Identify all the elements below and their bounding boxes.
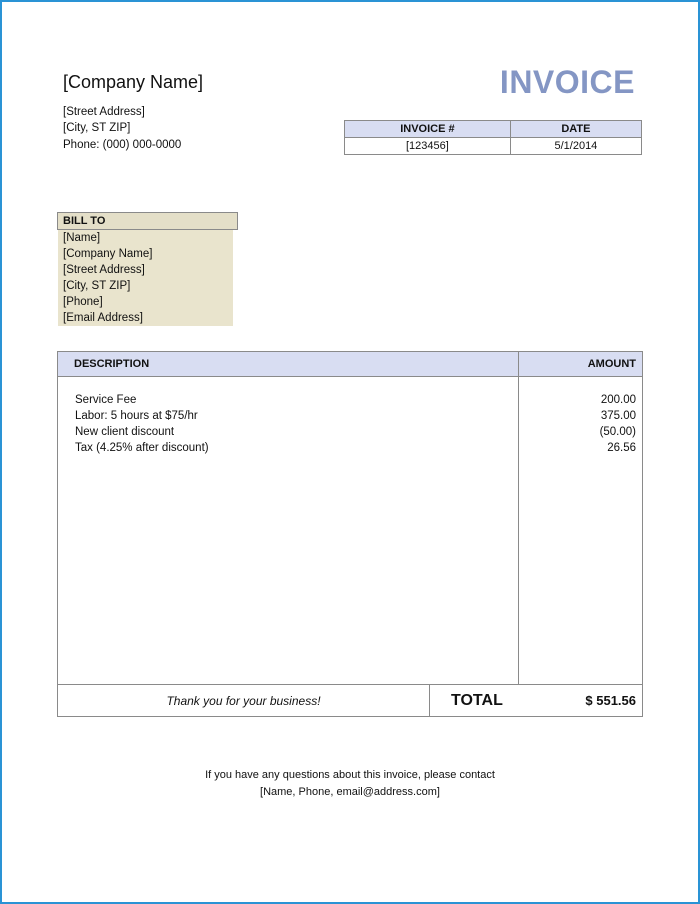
invoice-number-value[interactable]: [123456]: [345, 138, 511, 155]
invoice-number-label: INVOICE #: [345, 121, 511, 138]
line-items-table: [57, 351, 643, 717]
bill-to-block: [58, 230, 233, 326]
bill-to-street[interactable]: [Street Address]: [63, 264, 145, 276]
line-items-header: [58, 352, 642, 377]
line-item-description[interactable]: Labor: 5 hours at $75/hr: [75, 410, 198, 422]
column-divider: [518, 352, 519, 684]
total-divider: [429, 685, 430, 717]
line-item-amount[interactable]: 200.00: [600, 394, 636, 406]
company-phone: Phone: (000) 000-0000: [63, 139, 182, 151]
description-header: DESCRIPTION: [74, 358, 150, 370]
amount-header: AMOUNT: [587, 358, 636, 370]
invoice-title: INVOICE: [499, 64, 635, 100]
total-value: $ 551.56: [585, 693, 636, 708]
thank-you-message: Thank you for your business!: [166, 694, 321, 708]
invoice-meta-table: [344, 120, 642, 155]
date-value[interactable]: 5/1/2014: [510, 138, 641, 155]
company-name: [Company Name]: [63, 72, 204, 92]
line-item-amount[interactable]: 26.56: [607, 442, 636, 454]
bill-to-heading: BILL TO: [57, 212, 238, 230]
line-item-description[interactable]: New client discount: [75, 426, 175, 438]
totals-row: [58, 684, 642, 717]
bill-to-city[interactable]: [City, ST ZIP]: [63, 280, 131, 292]
bill-to-phone[interactable]: [Phone]: [63, 296, 103, 308]
line-item-description[interactable]: Tax (4.25% after discount): [75, 442, 209, 454]
bill-to-name[interactable]: [Name]: [63, 232, 101, 244]
contact-note-line1: If you have any questions about this invoice, please contact: [205, 769, 495, 781]
line-item-amount[interactable]: (50.00): [599, 426, 636, 438]
company-city: [City, ST ZIP]: [63, 122, 131, 134]
bill-to-company[interactable]: [Company Name]: [63, 248, 153, 260]
contact-note-line2: [Name, Phone, email@address.com]: [260, 786, 440, 798]
line-item-description[interactable]: Service Fee: [75, 394, 137, 406]
total-label: TOTAL: [451, 692, 503, 709]
line-item-amount[interactable]: 375.00: [600, 410, 636, 422]
bill-to-email[interactable]: [Email Address]: [63, 312, 143, 324]
company-street: [Street Address]: [63, 106, 145, 118]
date-label: DATE: [510, 121, 641, 138]
